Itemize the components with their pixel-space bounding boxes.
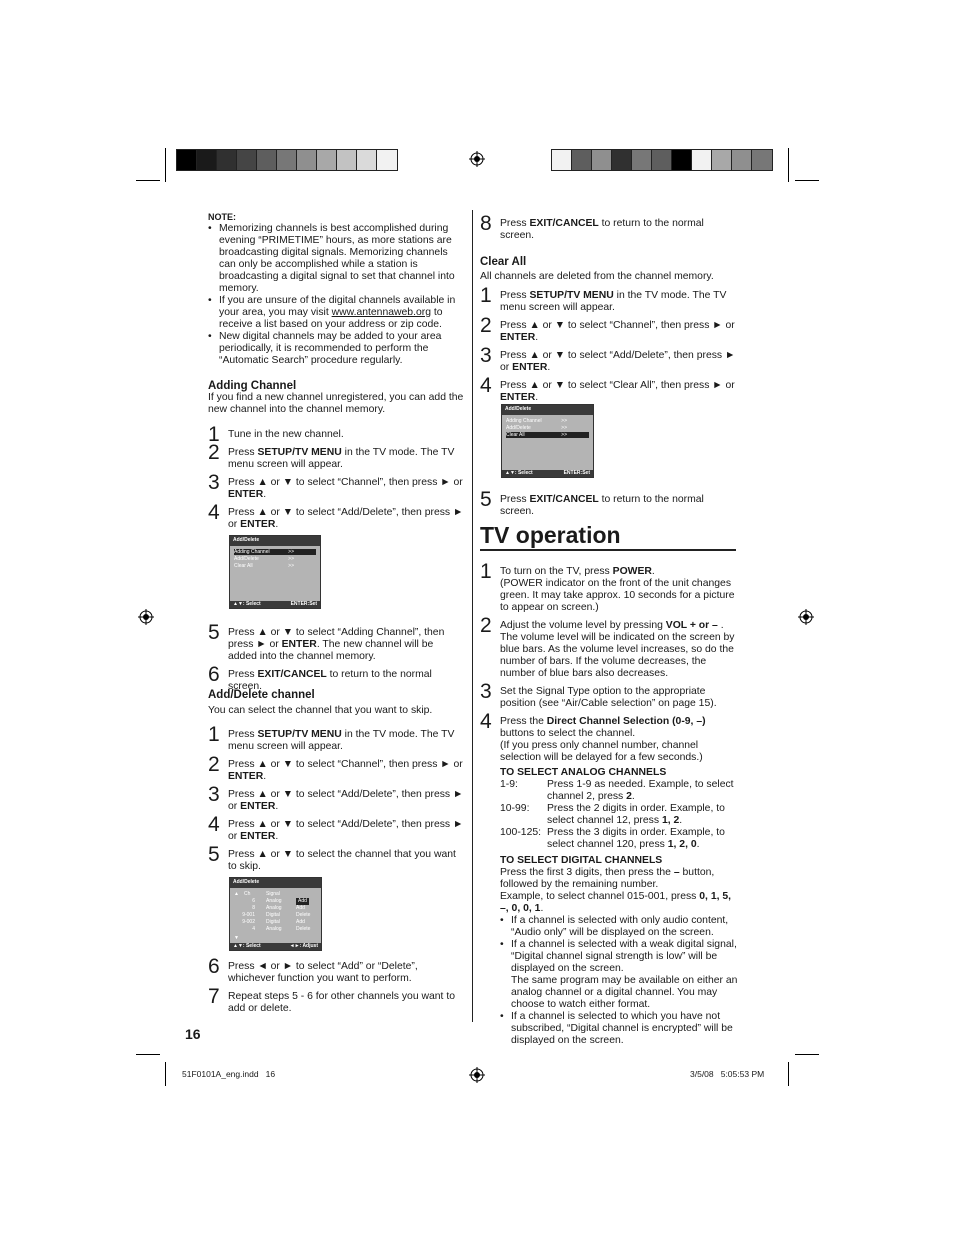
menu-row-adding-channel [506, 418, 589, 424]
step-2 [208, 753, 464, 783]
color-swatch [632, 150, 652, 170]
menu-channel-row [234, 919, 317, 925]
step-text: Press [500, 218, 530, 229]
registration-mark-icon [798, 609, 814, 625]
step-text: . [263, 489, 267, 500]
antennaweb-link[interactable]: www.antennaweb.org [331, 307, 431, 318]
menu-row-clear-all [506, 432, 589, 438]
step-text: Press ▲ or ▼ to select the channel that you want to skip. [228, 849, 456, 872]
step-bold: EXIT/CANCEL [529, 218, 599, 229]
step-text: Press the 2 digits in order. Example, to select channel 12, press [547, 803, 725, 826]
step-text: in the TV mode. The TV menu screen will appear. [228, 729, 455, 752]
step-text: . The volume level will be indicated on the screen by blue bars. As the volume level increases, so do the number of bars. If the volume decreases, the number of blue bars also decreases. [500, 620, 735, 679]
analog-key: 10-99: [500, 803, 530, 814]
menu-action-value: Delete [296, 912, 311, 918]
color-swatch [237, 150, 257, 170]
step-text: Set the Signal Type option to the appropriate position (see “Air/Cable selection” on page 15). [500, 686, 717, 709]
step-text: Press ▲ or ▼ to select “Channel”, then press ► or [500, 320, 735, 331]
crop-mark [165, 148, 166, 182]
menu-row-label: Add/Delete [234, 556, 259, 562]
step-text: Press [228, 669, 258, 680]
step-text: Press [228, 729, 258, 740]
analog-key: 1-9: [500, 779, 518, 790]
step-text: Repeat steps 5 - 6 for other channels you want to add or delete. [228, 991, 455, 1014]
menu-channel-row [234, 926, 317, 932]
step-number: 8 [480, 212, 492, 235]
step-number: 6 [208, 663, 220, 686]
note-item [208, 223, 464, 295]
crop-mark [795, 180, 819, 181]
menu-footer-right: ENTER:Set [290, 601, 317, 607]
analog-value [547, 779, 738, 803]
step-text: Press 1-9 as needed. Example, to select channel 2, press [547, 779, 734, 802]
note-item [208, 331, 464, 367]
step-number: 5 [480, 488, 492, 511]
step-bold: 1, 2 [661, 815, 680, 826]
step-text: . [651, 566, 655, 577]
menu-col-ch: Ch [244, 891, 251, 897]
step-bold: ENTER [512, 362, 548, 373]
step-4 [208, 813, 464, 843]
menu-row-label: Adding Channel [234, 549, 270, 555]
step-4 [208, 501, 464, 531]
note-text: to receive a list based on your address or zip code. [219, 307, 443, 330]
step-number: 2 [480, 614, 492, 637]
menu-up-arrow: ▲ [234, 891, 239, 897]
menu-col-headers [234, 891, 317, 897]
color-bar-left [176, 149, 398, 171]
menu-body [230, 888, 321, 944]
step-text: Press ◄ or ► to select “Add” or “Delete”, whichever function you want to perform. [228, 961, 418, 984]
step-2 [480, 314, 738, 344]
color-swatch [672, 150, 692, 170]
tv-operation-title: TV operation [480, 522, 621, 548]
color-swatch [177, 150, 197, 170]
step-text: buttons to select the channel. [500, 728, 636, 739]
crop-mark [788, 1062, 789, 1086]
color-swatch [712, 150, 732, 170]
menu-footer [230, 601, 320, 608]
step-5 [208, 621, 464, 663]
menu-signal-value: Analog [266, 905, 282, 911]
step-1 [208, 723, 464, 753]
menu-screen-add-delete [229, 535, 321, 609]
color-swatch [612, 150, 632, 170]
crop-mark [788, 148, 789, 182]
bullet-text: If a channel is selected with a weak digital signal, “Digital channel signal strength is low” will be displayed on the screen. [511, 939, 737, 974]
menu-ch-value: 8 [252, 905, 255, 911]
add-delete-heading: Add/Delete channel [208, 689, 315, 701]
analog-row [500, 779, 738, 803]
menu-down-arrow: ▼ [234, 935, 239, 941]
step-number: 3 [208, 783, 220, 806]
step-number: 5 [208, 843, 220, 866]
step-text: Adjust the volume level by pressing [500, 620, 666, 631]
step-bold: ENTER [228, 489, 264, 500]
color-swatch [337, 150, 357, 170]
menu-row-adding-channel [234, 549, 316, 555]
color-swatch [377, 150, 397, 170]
bullet-text: If a channel is selected with only audio content, “Audio only” will be displayed on the screen. [511, 915, 729, 938]
step-text: . [275, 831, 279, 842]
color-swatch [277, 150, 297, 170]
menu-ch-value: 4 [252, 926, 255, 932]
menu-row-arrow: >> [288, 556, 294, 562]
step-text: (If you press only channel number, channel selection will be delayed for a few seconds.) [500, 740, 703, 763]
note-text: If you are unsure of the digital channels available in your area, you may visit [219, 295, 456, 318]
menu-row-clear-all [234, 563, 316, 569]
step-bold: 1, 2, 0 [667, 839, 697, 850]
menu-row-arrow: >> [561, 418, 567, 424]
step-bold: ENTER [500, 332, 536, 343]
step-number: 4 [480, 710, 492, 733]
analog-value [547, 827, 738, 851]
step-bold: 2 [626, 791, 632, 802]
menu-channel-row [234, 905, 317, 911]
step-number: 2 [480, 314, 492, 337]
menu-row-arrow: >> [561, 425, 567, 431]
step-text: . The new channel will be added into the channel memory. [228, 639, 434, 662]
crop-mark [136, 180, 160, 181]
tv-step-2 [480, 614, 738, 680]
step-bold: SETUP/TV MENU [257, 729, 342, 740]
step-text: Press ▲ or ▼ to select “Channel”, then press ► or [228, 759, 463, 770]
step-number: 7 [208, 985, 220, 1008]
step-number: 4 [208, 501, 220, 524]
adding-channel-heading: Adding Channel [208, 380, 297, 392]
menu-row-label: Clear All [234, 563, 253, 569]
step-text: Press ▲ or ▼ to select “Adding Channel”, then press ► or [228, 627, 445, 650]
step-text: Press the 3 digits in order. Example, to select channel 120, press [547, 827, 725, 850]
menu-row-label: Clear All [506, 432, 525, 438]
step-bold: EXIT/CANCEL [257, 669, 327, 680]
menu-header: Add/Delete [230, 536, 320, 546]
color-bar-right [551, 149, 773, 171]
crop-mark [136, 1054, 160, 1055]
tv-step-3 [480, 680, 738, 710]
crop-mark [165, 1062, 166, 1086]
step-bold: – [673, 867, 680, 878]
step-text: . [679, 815, 683, 826]
step-text: button, followed by the remaining number. [500, 867, 715, 890]
color-swatch [652, 150, 672, 170]
step-bold: 0, 1, 5, –, 0, 0, 1 [500, 891, 732, 914]
step-bold: SETUP/TV MENU [529, 290, 614, 301]
step-text: in the TV mode. The TV menu screen will appear. [228, 447, 455, 470]
color-swatch [217, 150, 237, 170]
analog-value [547, 803, 738, 827]
registration-mark-icon [469, 1067, 485, 1083]
step-text: in the TV mode. The TV menu screen will appear. [500, 290, 727, 313]
digital-text [500, 867, 738, 891]
digital-bullet [500, 915, 738, 939]
add-delete-steps [208, 723, 464, 1021]
adding-channel-intro: If you find a new channel unregistered, you can add the new channel into the channel memory. [208, 392, 464, 415]
menu-signal-value: Analog [266, 926, 282, 932]
bullet-text: If a channel is selected to which you have not subscribed, “Digital channel is encrypted” will be displayed on the screen. [511, 1011, 733, 1046]
step-8 [480, 212, 738, 242]
registration-mark-icon [469, 151, 485, 167]
tv-operation-steps [480, 560, 738, 1047]
menu-row-label: Adding Channel [506, 418, 542, 424]
color-swatch [317, 150, 337, 170]
analog-row [500, 827, 738, 851]
color-swatch [732, 150, 752, 170]
step-5 [208, 843, 464, 873]
menu-signal-value: Analog [266, 898, 282, 904]
step-4 [480, 374, 738, 404]
step-5 [480, 488, 738, 518]
menu-action-value: Add [296, 919, 305, 925]
right-column [480, 212, 738, 524]
menu-footer [230, 943, 321, 950]
step-number: 4 [208, 813, 220, 836]
step-text: Press ▲ or ▼ to select “Add/Delete”, then press ► or [228, 789, 464, 812]
note-text: New digital channels may be added to your area periodically, it is recommended to perform the “Automatic Search” procedure regularly. [219, 331, 442, 366]
color-swatch [552, 150, 572, 170]
tv-step-1 [480, 560, 738, 614]
menu-row-arrow: >> [561, 432, 567, 438]
crop-mark [795, 1054, 819, 1055]
step-text: . [547, 362, 551, 373]
digital-bullet [500, 1011, 738, 1047]
menu-body [230, 546, 320, 602]
color-swatch [572, 150, 592, 170]
analog-row [500, 803, 738, 827]
color-swatch [752, 150, 772, 170]
menu-footer-right: ENTER:Set [563, 470, 590, 476]
step-3 [480, 344, 738, 374]
step-text: . [535, 332, 539, 343]
menu-footer-right: ◄►: Adjust [289, 943, 318, 949]
menu-ch-value: 9-002 [242, 919, 255, 925]
step-bold: VOL + or – [665, 620, 718, 631]
note-text: Memorizing channels is best accomplished during evening “PRIMETIME” hours, as more stations are broadcasting digital signals. Memorizing channels can only be accomplished while a station is broadcasting a digital signal to set that channel into memory. [219, 223, 455, 294]
step-7 [208, 985, 464, 1015]
step-text: Press [500, 290, 530, 301]
step-number: 1 [480, 560, 492, 583]
step-1 [208, 423, 464, 446]
step-number: 1 [480, 284, 492, 307]
menu-footer-left: ▲▼: Select [233, 601, 261, 607]
menu-channel-row [234, 898, 317, 904]
left-column [208, 212, 464, 699]
step-text: (POWER indicator on the front of the unit changes green. It may take approx. 10 seconds for a picture to appear on screen.) [500, 578, 735, 613]
clear-all-intro: All channels are deleted from the channel memory. [480, 271, 714, 282]
step-text: . [540, 903, 544, 914]
step-text: Press the [500, 716, 547, 727]
step-number: 1 [208, 723, 220, 746]
step-text: Tune in the new channel. [228, 429, 344, 440]
step-bold: ENTER [240, 801, 276, 812]
step-text: to return to the normal screen. [228, 669, 432, 692]
note-item [208, 295, 464, 331]
step-text: Example, to select channel 015-001, press [500, 891, 700, 902]
step-2 [208, 441, 464, 471]
step-number: 2 [208, 441, 220, 464]
page-number: 16 [185, 1026, 201, 1042]
step-text: Press the first 3 digits, then press the [500, 867, 674, 878]
step-text: to return to the normal screen. [500, 218, 704, 241]
step-text: Press ▲ or ▼ to select “Channel”, then press ► or [228, 477, 463, 488]
step-number: 2 [208, 753, 220, 776]
menu-row-add-delete [506, 425, 589, 431]
step-number: 3 [208, 471, 220, 494]
footer-timestamp: 3/5/08 5:05:53 PM [690, 1069, 765, 1079]
digital-bullet [500, 939, 738, 1011]
step-3 [208, 783, 464, 813]
step-text: to return to the normal screen. [500, 494, 704, 517]
registration-mark-icon [138, 609, 154, 625]
step-number: 3 [480, 680, 492, 703]
add-delete-section [208, 689, 464, 1021]
step-text: . [275, 519, 279, 530]
menu-screen-clear-all [501, 404, 594, 478]
step-1 [480, 284, 738, 314]
add-delete-intro: You can select the channel that you want to skip. [208, 705, 433, 716]
menu-header: Add/Delete [502, 405, 593, 415]
step-number: 4 [480, 374, 492, 397]
step-bold: Direct Channel Selection (0-9, –) [546, 716, 706, 727]
analog-key: 100-125: [500, 827, 542, 838]
menu-ch-value: 6 [252, 898, 255, 904]
step-text: Press ▲ or ▼ to select “Add/Delete”, then press ► or [228, 819, 464, 842]
color-swatch [592, 150, 612, 170]
step-3 [208, 471, 464, 501]
menu-action-value: Add [296, 905, 305, 911]
color-swatch [297, 150, 317, 170]
step-bold: ENTER [500, 392, 536, 403]
menu-header: Add/Delete [230, 878, 321, 888]
menu-footer-left: ▲▼: Select [233, 943, 261, 949]
title-underline [480, 549, 736, 551]
color-swatch [692, 150, 712, 170]
clear-all-heading: Clear All [480, 256, 527, 268]
menu-footer [502, 470, 593, 477]
step-number: 6 [208, 955, 220, 978]
step-text: Press ▲ or ▼ to select “Add/Delete”, then press ► or [228, 507, 464, 530]
step-text: . [263, 771, 267, 782]
menu-body [502, 415, 593, 471]
step-bold: ENTER [228, 771, 264, 782]
step-text: To turn on the TV, press [500, 566, 613, 577]
step-text: Press [500, 494, 530, 505]
step-bold: ENTER [240, 831, 276, 842]
menu-footer-left: ▲▼: Select [505, 470, 533, 476]
menu-row-arrow: >> [288, 563, 294, 569]
step-text: . [696, 839, 700, 850]
step-number: 5 [208, 621, 220, 644]
color-swatch [357, 150, 377, 170]
digital-example [500, 891, 738, 915]
step-bold: ENTER [240, 519, 276, 530]
analog-heading: TO SELECT ANALOG CHANNELS [500, 767, 667, 778]
menu-row-label: Add/Delete [506, 425, 531, 431]
step-text: . [275, 801, 279, 812]
step-text: . [535, 392, 539, 403]
analog-table [500, 779, 738, 851]
bullet-text: The same program may be available on either an analog channel or a digital channel. You may choose to watch either format. [511, 975, 738, 1010]
tv-step-4 [480, 710, 738, 1047]
step-number: 3 [480, 344, 492, 367]
menu-signal-value: Digital [266, 919, 280, 925]
menu-row-arrow: >> [288, 549, 294, 555]
step-number: 1 [208, 423, 220, 446]
menu-signal-value: Digital [266, 912, 280, 918]
step-text: Press ▲ or ▼ to select “Clear All”, then press ► or [500, 380, 735, 391]
menu-col-signal: Signal [266, 891, 280, 897]
digital-heading: TO SELECT DIGITAL CHANNELS [500, 855, 663, 866]
color-swatch [197, 150, 217, 170]
menu-channel-row [234, 912, 317, 918]
color-swatch [257, 150, 277, 170]
step-bold: ENTER [281, 639, 317, 650]
step-bold: EXIT/CANCEL [529, 494, 599, 505]
step-6 [208, 955, 464, 985]
step-text: Press [228, 447, 258, 458]
column-divider [472, 210, 473, 1022]
menu-action-value: Delete [296, 926, 311, 932]
footer-filename: 51F0101A_eng.indd 16 [182, 1069, 276, 1079]
menu-action-value: Add [298, 898, 307, 904]
step-bold: SETUP/TV MENU [257, 447, 342, 458]
menu-screen-channel-list [229, 877, 322, 951]
note-label: NOTE: [208, 212, 236, 222]
menu-row-add-delete [234, 556, 316, 562]
menu-ch-value: 9-001 [242, 912, 255, 918]
step-bold: POWER [612, 566, 652, 577]
step-text: . [631, 791, 635, 802]
step-text: Press ▲ or ▼ to select “Add/Delete”, then press ► or [500, 350, 736, 373]
